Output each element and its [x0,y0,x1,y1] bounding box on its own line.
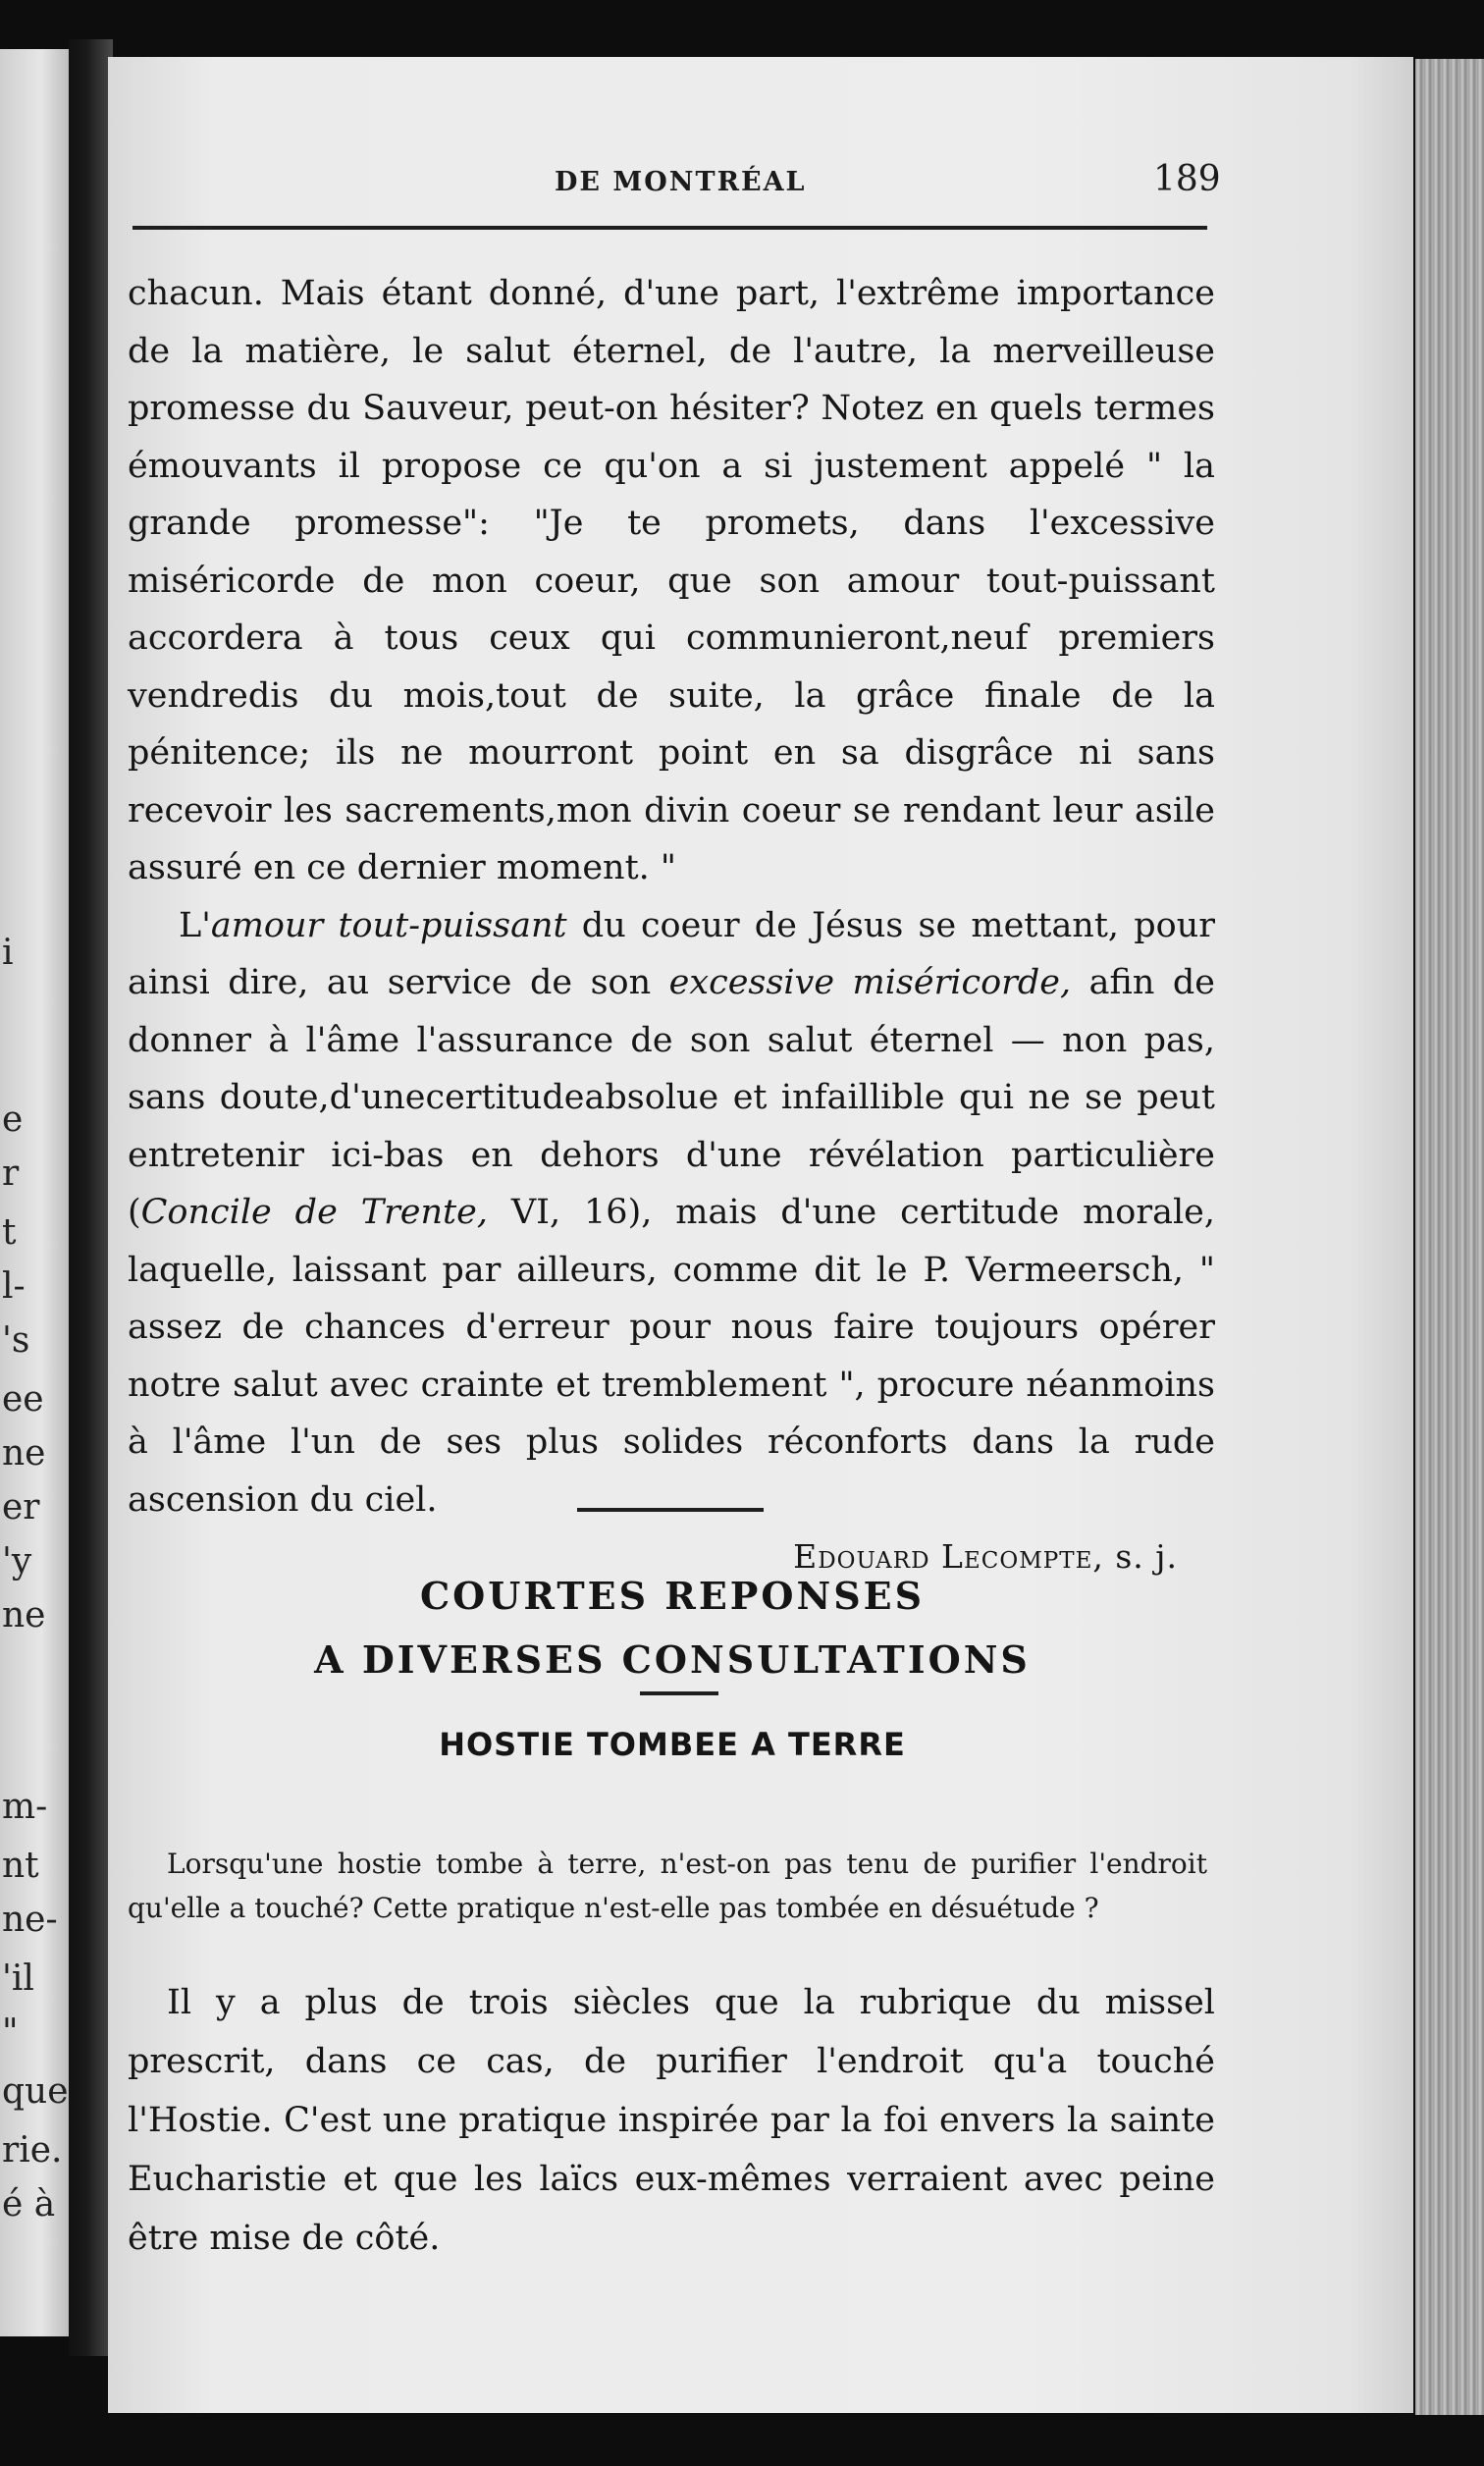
signature-last: Lecompte [941,1537,1093,1576]
facing-page-fragment: ne [2,1433,46,1474]
facing-page-fragment: que [2,2071,69,2112]
facing-page-fragment: er [2,1487,40,1528]
facing-page-fragment: t [2,1212,17,1253]
section-title-line2: A DIVERSES CONSULTATIONS [314,1637,1031,1682]
italic-concile: Concile de Trente, [140,1193,488,1232]
italic-misericorde: excessive miséricorde, [668,963,1072,1002]
italic-amour: amour tout-puissant [210,905,567,945]
running-head [108,159,1413,226]
book-page [108,57,1413,2413]
p2-lead: L' [179,905,211,945]
facing-page-fragment: r [2,1153,20,1194]
facing-page-fragment: ne [2,1595,46,1635]
facing-page-fragment: m- [2,1787,48,1827]
facing-page-fragment: nt [2,1846,39,1886]
subsection-title: HOSTIE TOMBEE A TERRE [439,1726,906,1763]
page-number: 189 [1153,159,1221,199]
signature-suffix: , s. j. [1092,1537,1178,1576]
article-paragraph-2 [128,897,1215,1529]
facing-page-fragment: 'y [2,1541,32,1581]
header-rule [132,226,1207,230]
facing-page-fragment: l- [2,1266,26,1307]
subsection-separator [640,1691,718,1695]
consultation-answer: Il y a plus de trois siècles que la rubrique du missel prescrit, dans ce cas, de purifier l'endroit qu'a touché l'Hostie. C'est une pratique inspirée par la foi envers la sainte Eucharistie et que les laïcs eux-mêmes verraient avec peine être mise de côté. [128,1983,1215,2258]
signature-first: Edouard [793,1537,930,1576]
page-stack-edge [1415,59,1484,2415]
facing-page-fragment: " [2,2012,19,2053]
consultation-question: Lorsqu'une hostie tombe à terre, n'est-on pas tenu de purifier l'endroit qu'elle a touché? Cette pratique n'est-elle pas tombée en désuétude ? [128,1848,1207,1924]
facing-page-fragment: i [2,933,14,973]
facing-page-fragment: e [2,1099,24,1140]
facing-page-fragment: é à [2,2184,56,2225]
article-body [128,265,1215,1586]
running-head-title: DE MONTRÉAL [555,167,807,197]
book-gutter [69,39,113,2356]
p2-text-c: VI, 16), mais d'une certitude morale, laquelle, laissant par ailleurs, comme dit le P. Vermeersch, " assez de chances d'erreur pour nous faire toujours opérer notre salut avec crainte et tremblement ", procure néanmoins à l'âme l'un de ses plus solides réconforts dans la rude ascension du ciel. [128,1193,1215,1520]
facing-page-fragment: ne- [2,1900,58,1940]
facing-page-edge [0,49,69,2336]
p2-text-a: du coeur de Jésus se mettant, pour ainsi dire, au service de son [128,905,1215,1002]
facing-page-fragment: rie. [2,2130,63,2171]
facing-page-fragment: 's [2,1320,30,1361]
facing-page-fragment: ee [2,1379,44,1420]
p2-text-b: afin de donner à l'âme l'assurance de son salut éternel — non pas, sans doute,d'unecertitudeabsolue et infaillible qui ne se peut entretenir ici-bas en dehors d'une révélation particulière ( [128,963,1216,1232]
article-paragraph-1: chacun. Mais étant donné, d'une part, l'extrême importance de la matière, le salut éternel, de l'autre, la merveilleuse promesse du Sauveur, peut-on hésiter? Notez en quels termes émouvants il propose ce qu'on a si justement appelé " la grande promesse": "Je te promets, dans l'excessive miséricorde de mon coeur, que son amour tout-puissant accordera à tous ceux qui communieront,neuf premiers vendredis du mois,tout de suite, la grâce finale de la pénitence; ils ne mourront point en sa disgrâce ni sans recevoir les sacrements,mon divin coeur se rendant leur asile assuré en ce dernier moment. " [128,274,1215,887]
section-separator [577,1508,764,1512]
facing-page-fragment: 'il [2,1958,34,1999]
section-title-line1: COURTES REPONSES [419,1574,926,1618]
